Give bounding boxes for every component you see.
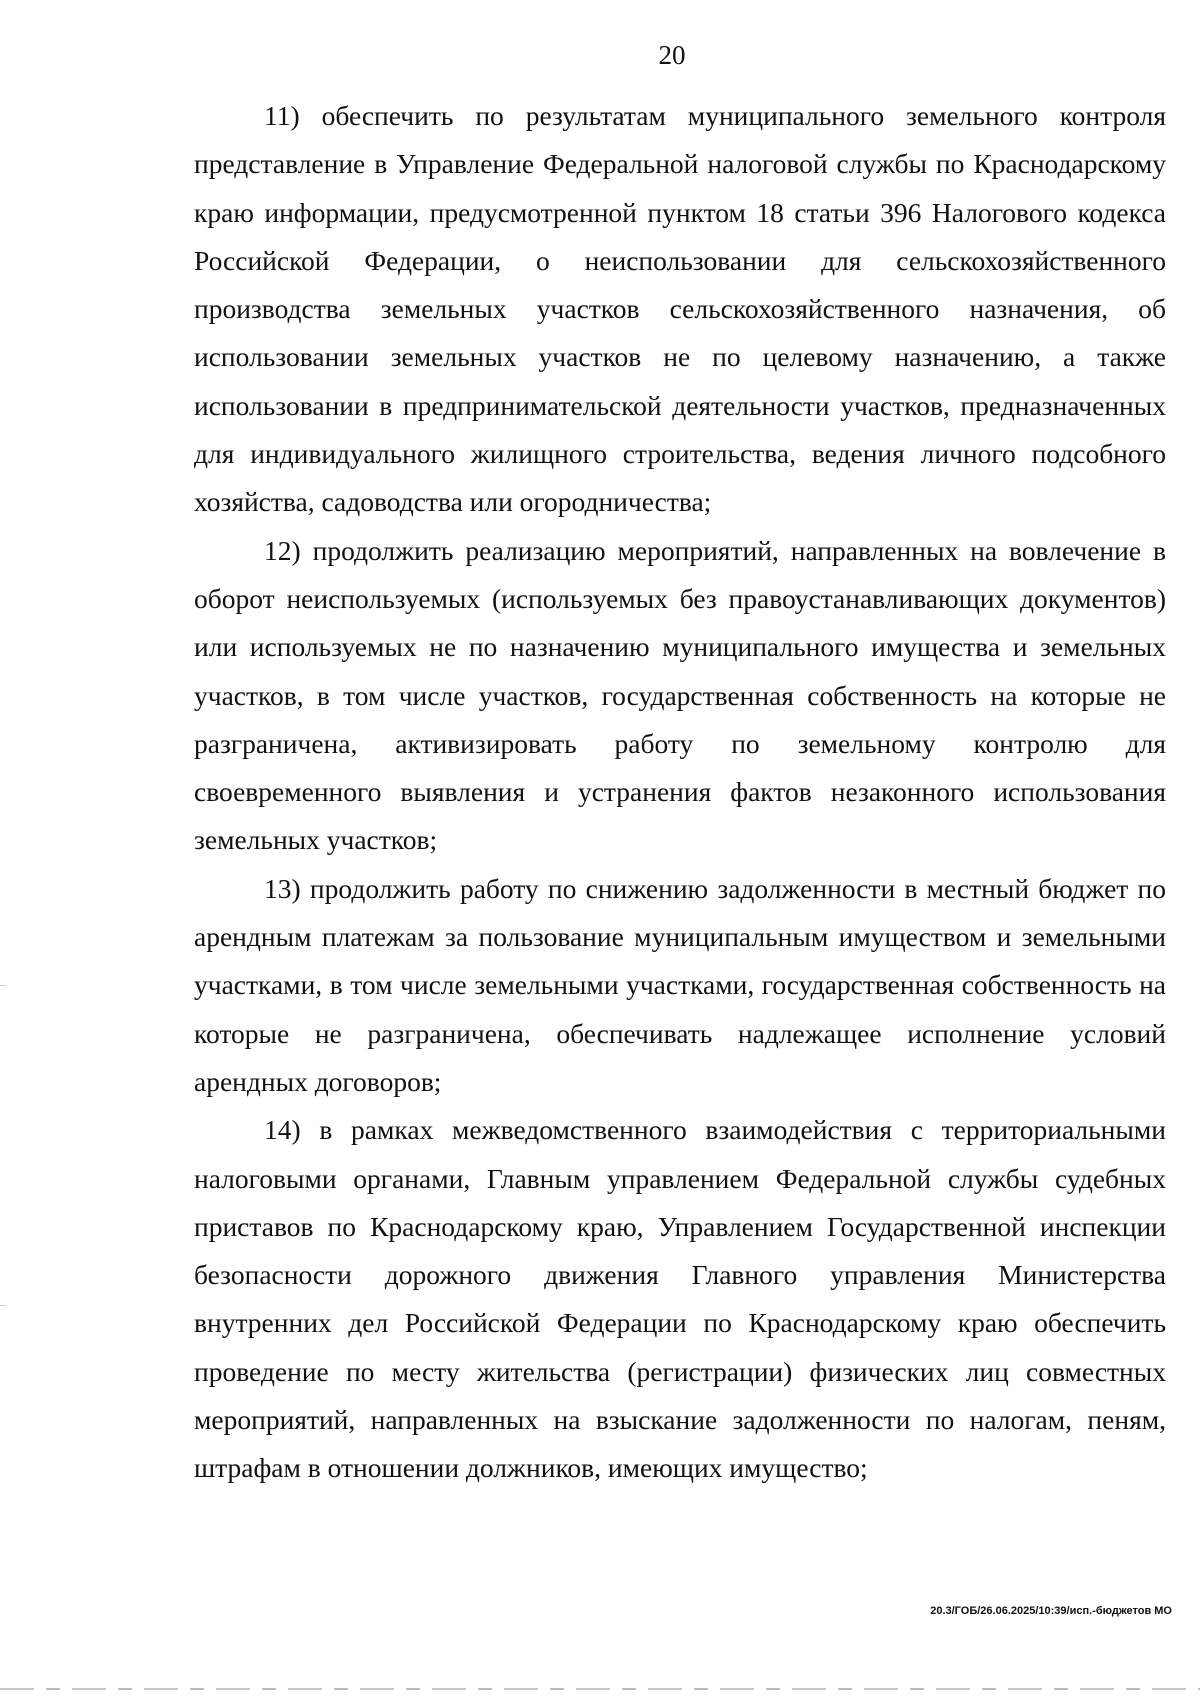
paragraph-11: 11) обеспечить по результатам муниципального земельного контроля представление в Управление Федеральной налоговой службы по Краснодарскому краю информации, предусмотренной пунктом 18 статьи 396 Налогового кодекса Российской Федерации, о неиспользовании для сельскохозяйственного производства земельных участков сельскохозяйственного назначения, об использовании земельных участков не по целевому назначению, а также использовании в предпринимательской деятельности участков, предназначенных для индивидуального жилищного строительства, ведения личного подсобного хозяйства, садоводства или огородничества;: [194, 100, 1166, 518]
paragraph-12: 12) продолжить реализацию мероприятий, направленных на вовлечение в оборот неиспользуемых (используемых без правоустанавливающих документов) или используемых не по назначению муниципального имущества и земельных участков, в том числе участков, государственная собственность на которые не разграничена, активизировать работу по земельному контролю для своевременного выявления и устранения фактов незаконного использования земельных участков;: [194, 534, 1166, 856]
paragraph-14: 14) в рамках межведомственного взаимодействия с территориальными налоговыми органами, Главным управлением Федеральной службы судебных приставов по Краснодарскому краю, Управлением Государственной инспекции безопасности дорожного движения Главного управления Министерства внутренних дел Российской Федерации по Краснодарскому краю обеспечить проведение по месту жительства (регистрации) физических лиц совместных мероприятий, направленных на взыскание задолженности по налогам, пеням, штрафам в отношении должников, имеющих имущество;: [194, 1114, 1166, 1484]
scan-bottom-edge: [0, 1688, 1200, 1690]
scan-margin-mark: [0, 985, 6, 986]
page-number: 20: [658, 40, 686, 70]
scan-margin-mark: [0, 1305, 6, 1306]
document-body: [194, 92, 1166, 1493]
paragraph-13: 13) продолжить работу по снижению задолженности в местный бюджет по арендным платежам за пользование муниципальным имуществом и земельными участками, в том числе земельными участками, государственная собственность на которые не разграничена, обеспечивать надлежащее исполнение условий арендных договоров;: [194, 872, 1166, 1097]
document-footer-code: 20.3/ГОБ/26.06.2025/10:39/исп.-бюджетов МО: [930, 1605, 1172, 1617]
